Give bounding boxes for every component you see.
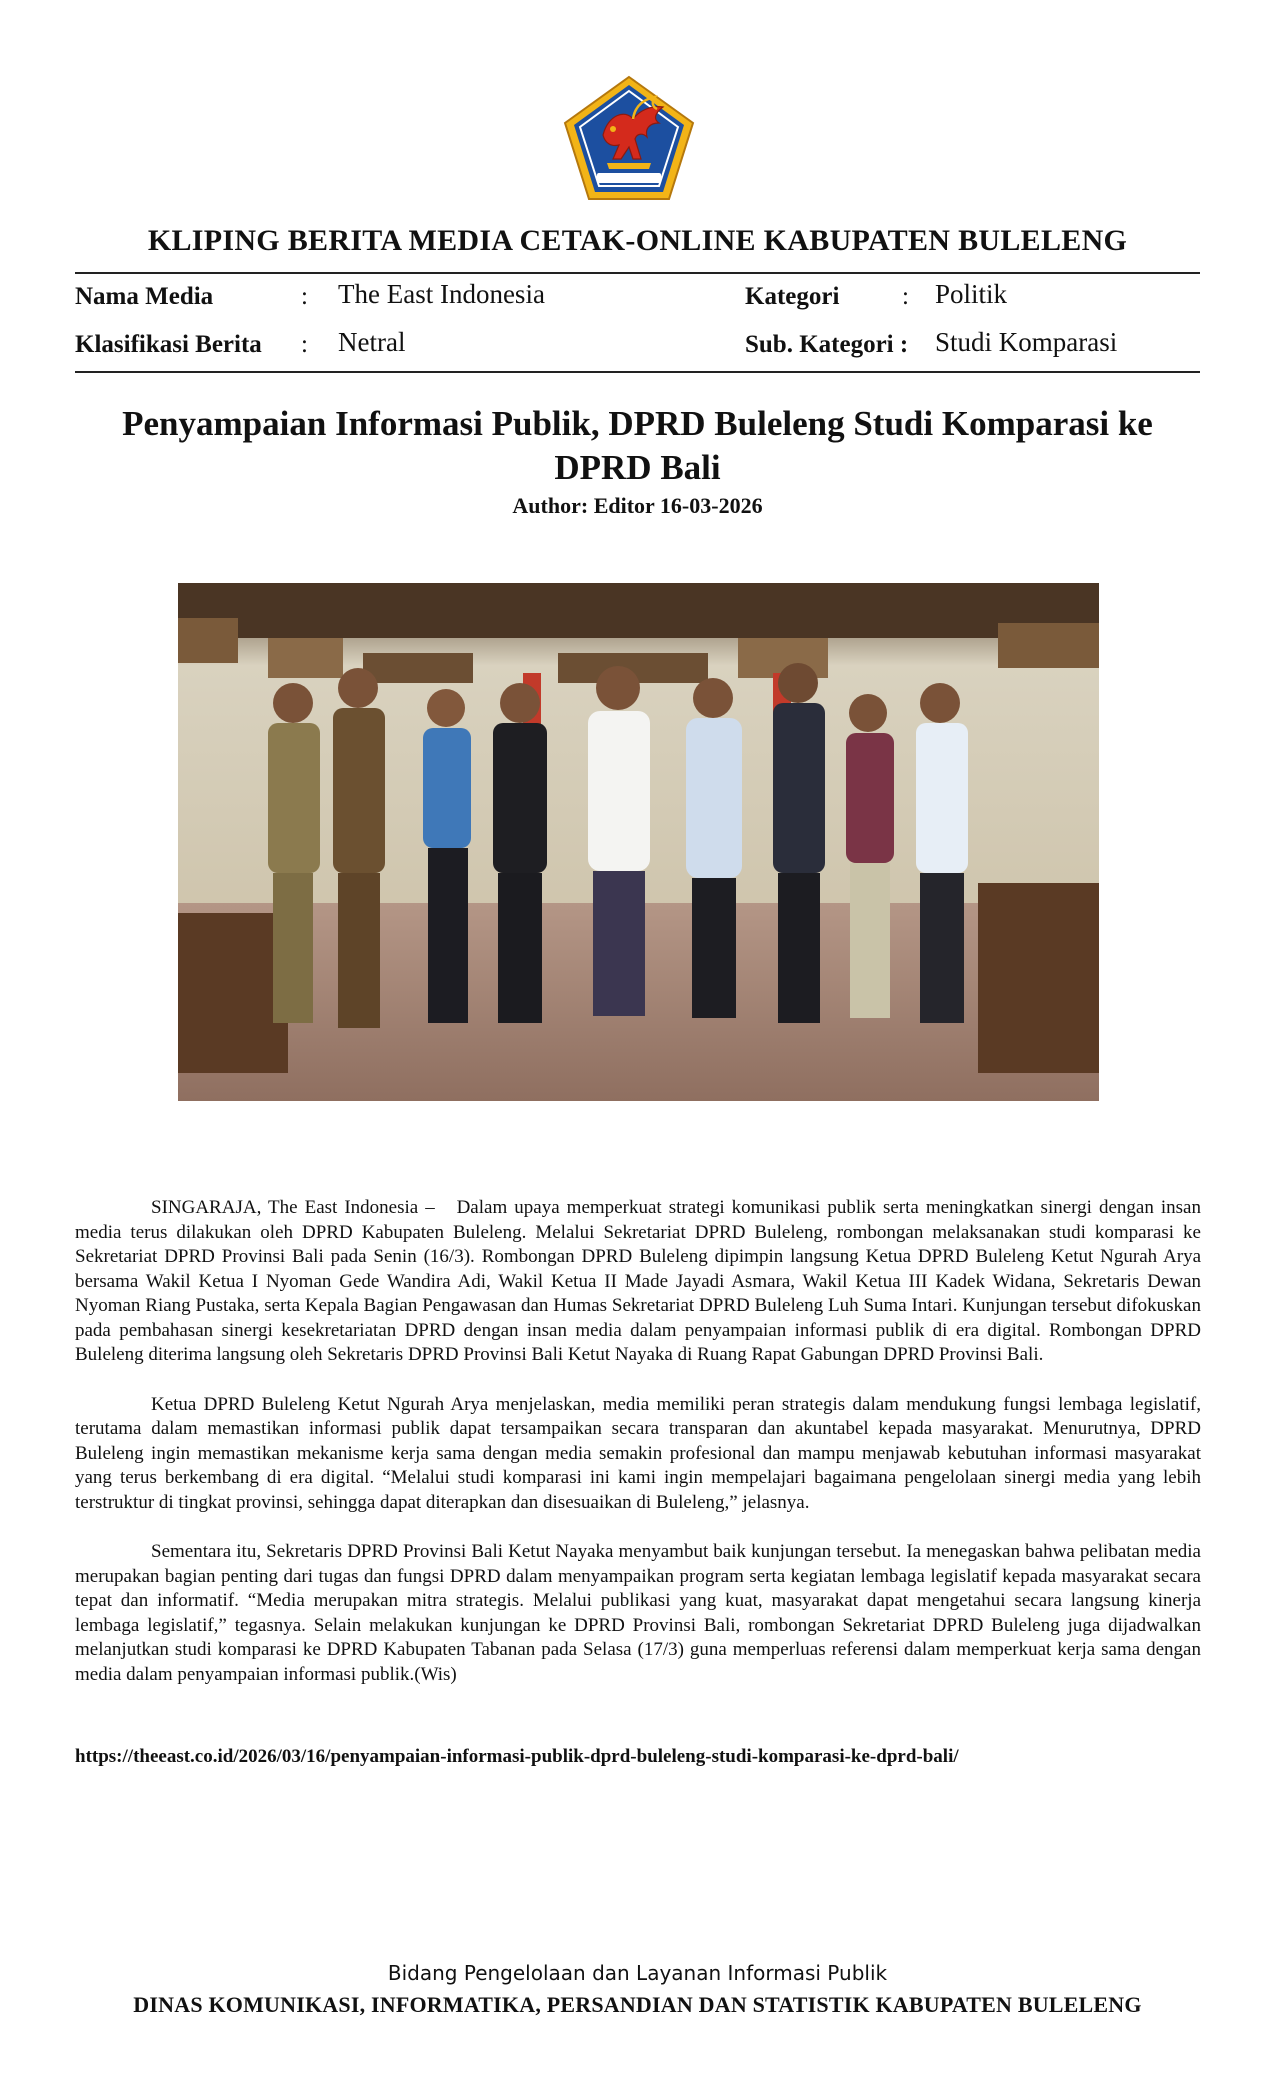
article-byline: Author: Editor 16-03-2026 — [512, 493, 763, 518]
klasifikasi-colon: : — [301, 331, 308, 358]
article-paragraph: Ketua DPRD Buleleng Ketut Ngurah Arya menjelaskan, media memiliki peran strategis dalam mendukung fungsi lembaga legislatif, terutama dalam memastikan informasi publik dapat tersampaikan secara transparan dan akuntabel kepada masyarakat. Menurutnya, DPRD Buleleng ingin memastikan mekanisme kerja sama dengan media semakin profesional dan mampu menjawab kebutuhan informasi masyarakat yang terus berkembang di era digital. “Melalui studi komparasi ini kami ingin mempelajari bagaimana pengelolaan sinergi media yang lebih terstruktur di tingkat provinsi, sehingga dapat diterapkan dan disesuaikan di Buleleng,” jelasnya. — [75, 1393, 1201, 1513]
buleleng-emblem-logo — [563, 75, 695, 201]
article-body — [75, 1196, 1201, 1712]
top-divider — [75, 272, 1200, 274]
document-title: KLIPING BERITA MEDIA CETAK-ONLINE KABUPATEN BULELENG — [147, 224, 1128, 257]
sub-kategori-value: Studi Komparasi — [935, 327, 1118, 357]
kategori-value: Politik — [935, 279, 1008, 309]
bottom-divider — [75, 371, 1200, 373]
nama-media-colon: : — [301, 283, 308, 310]
footer-department: Bidang Pengelolaan dan Layanan Informasi Publik — [387, 1961, 888, 1985]
footer-agency: DINAS KOMUNIKASI, INFORMATIKA, PERSANDIAN DAN STATISTIK KABUPATEN BULELENG — [133, 1992, 1142, 2017]
article-paragraph: Sementara itu, Sekretaris DPRD Provinsi Bali Ketut Nayaka menyambut baik kunjungan tersebut. Ia menegaskan bahwa pelibatan media merupakan bagian penting dari tugas dan fungsi DPRD dalam menyampaikan program serta kegiatan lembaga legislatif kepada masyarakat secara tepat dan informatif. “Media merupakan mitra strategis. Melalui publikasi yang kuat, masyarakat dapat mengetahui secara langsung kinerja lembaga legislatif,” tegasnya. Selain melakukan kunjungan ke DPRD Provinsi Bali, rombongan Sekretariat DPRD Buleleng juga dijadwalkan melanjutkan studi komparasi ke DPRD Kabupaten Tabanan pada Selasa (17/3) guna memperluas referensi dalam memperkuat kerja sama dengan media dalam penyampaian informasi publik.(Wis) — [75, 1541, 1201, 1685]
article-headline: Penyampaian Informasi Publik, DPRD Buleleng Studi Komparasi ke DPRD Bali — [122, 404, 1153, 487]
nama-media-value: The East Indonesia — [338, 279, 545, 309]
sub-kategori-label: Sub. Kategori : — [745, 331, 909, 358]
article-paragraph: SINGARAJA, The East Indonesia –  Dalam upaya memperkuat strategi komunikasi publik serta meningkatkan sinergi dengan insan media terus dilakukan oleh DPRD Kabupaten Buleleng. Melalui Sekretariat DPRD Buleleng, rombongan melaksanakan studi komparasi ke Sekretariat DPRD Provinsi Bali pada Senin (16/3). Rombongan DPRD Buleleng dipimpin langsung Ketua DPRD Buleleng Ketut Ngurah Arya bersama Wakil Ketua I Nyoman Gede Wandira Adi, Wakil Ketua II Made Jayadi Asmara, Wakil Ketua III Kadek Widana, Sekretaris Dewan Nyoman Riang Pustaka, serta Kepala Bagian Pengawasan dan Humas Sekretariat DPRD Buleleng Luh Suma Intari. Kunjungan tersebut difokuskan pada pembahasan sinergi kesekretariatan DPRD dengan insan media dalam penyampaian informasi publik di era digital. Rombongan DPRD Buleleng diterima langsung oleh Sekretaris DPRD Provinsi Bali Ketut Nayaka di Ruang Rapat Gabungan DPRD Provinsi Bali. — [75, 1197, 1201, 1365]
source-url: https://theeast.co.id/2026/03/16/penyampaian-informasi-publik-dprd-buleleng-studi-komparasi-ke-dprd-bali/ — [75, 1746, 959, 1767]
klasifikasi-label: Klasifikasi Berita — [75, 331, 262, 358]
article-photo — [178, 583, 1099, 1101]
klasifikasi-value: Netral — [338, 327, 406, 357]
kategori-colon: : — [902, 283, 909, 310]
logo-emblem-icon — [563, 75, 695, 201]
group-photo-illustration — [178, 583, 1099, 1101]
nama-media-label: Nama Media — [75, 283, 214, 310]
kategori-label: Kategori — [745, 283, 840, 310]
